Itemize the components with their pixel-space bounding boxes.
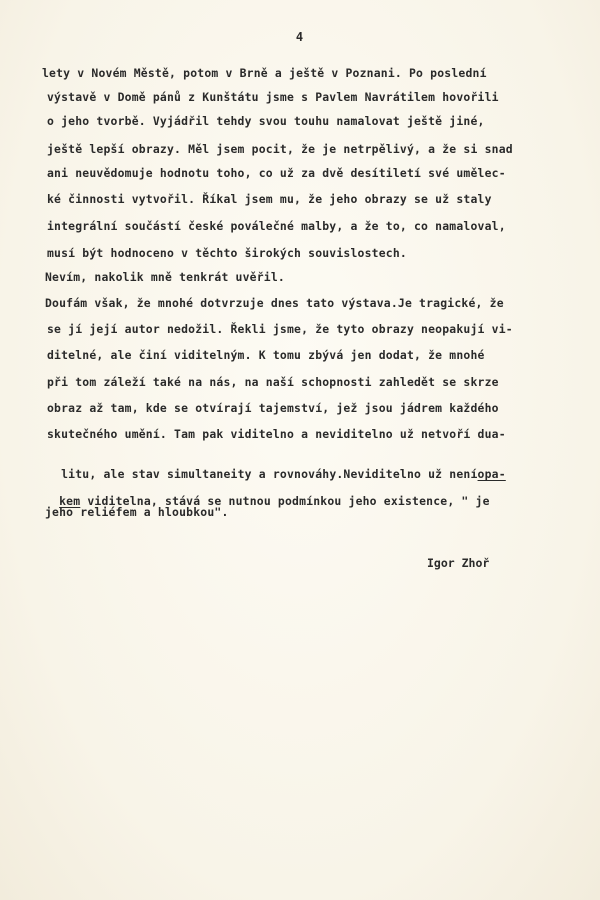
text-line-17	[45, 480, 490, 508]
underlined-word-part2: kem	[59, 494, 81, 508]
text-line-4: ještě lepší obrazy. Měl jsem pocit, že je netrpělivý, a že si snad	[47, 142, 513, 156]
text-line-2: výstavě v Domě pánů z Kunštátu jsme s Pavlem Navrátilem hovořili	[47, 90, 499, 104]
text-line-15: skutečného umění. Tam pak viditelno a neviditelno už netvoří dua-	[47, 427, 506, 441]
text-line-12: ditelné, ale činí viditelným. K tomu zbývá jen dodat, že mnohé	[47, 348, 485, 362]
text-line-10: Doufám však, že mnohé dotvrzuje dnes tato výstava.Je tragické, že	[45, 296, 504, 310]
underlined-word-part1: opa-	[477, 467, 506, 481]
text-line-3: o jeho tvorbě. Vyjádřil tehdy svou touhu namalovat ještě jiné,	[47, 114, 485, 128]
text-line-5: ani neuvědomuje hodnotu toho, co už za dvě desítiletí své umělec-	[47, 166, 506, 180]
text-line-7: integrální součástí české poválečné malby, a že to, co namaloval,	[47, 219, 506, 233]
text-line-8: musí být hodnoceno v těchto širokých souvislostech.	[47, 246, 407, 260]
text-line-13: při tom záleží také na nás, na naší schopnosti zahledět se skrze	[47, 375, 499, 389]
text-line-17-rest: viditelna, stává se nutnou podmínkou jeho existence, " je	[80, 494, 490, 508]
text-line-1: lety v Novém Městě, potom v Brně a ještě v Poznani. Po poslední	[42, 66, 487, 80]
text-line-14: obraz až tam, kde se otvírají tajemství, jež jsou jádrem každého	[47, 401, 499, 415]
text-line-16-main: litu, ale stav simultaneity a rovnováhy.Neviditelno už není	[61, 467, 478, 481]
text-line-18: jeho reliéfem a hloubkou".	[45, 505, 229, 519]
page-number: 4	[295, 30, 305, 44]
text-line-16	[47, 453, 506, 481]
text-line-11: se jí její autor nedožil. Řekli jsme, že tyto obrazy neopakují vi-	[47, 322, 513, 336]
text-line-9: Nevím, nakolik mně tenkrát uvěřil.	[45, 270, 285, 284]
author-signature: Igor Zhoř	[427, 556, 490, 570]
text-line-6: ké činnosti vytvořil. Říkal jsem mu, že jeho obrazy se už staly	[47, 192, 492, 206]
